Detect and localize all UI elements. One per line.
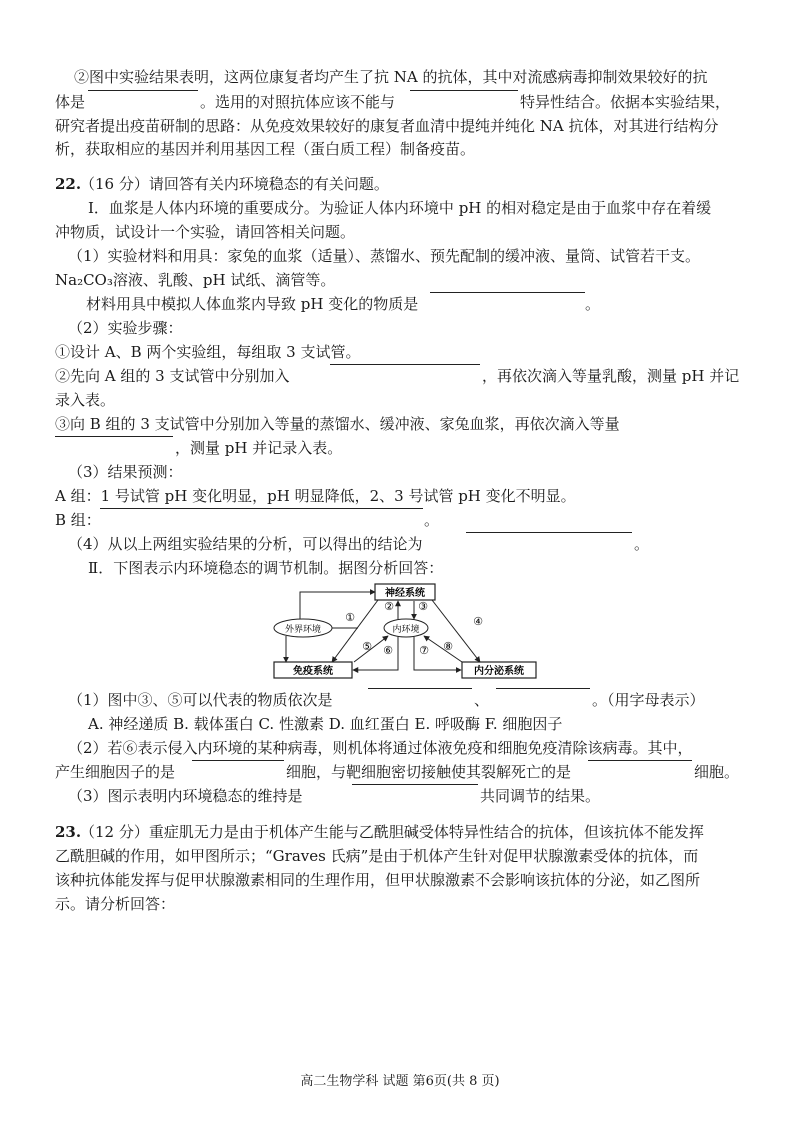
answer-blank[interactable] [330, 364, 480, 365]
q21-line-2: 体是 。选用的对照抗体应该不能与 特异性结合。依据本实验结果， [0, 90, 800, 114]
label-2: ② [384, 600, 394, 613]
immune-system-node [274, 662, 352, 678]
svg-text:免疫系统: 免疫系统 [293, 666, 333, 677]
label-6: ⑥ [383, 644, 393, 657]
steps-heading: （2）实验步骤： [68, 319, 183, 337]
answer-blank[interactable] [410, 90, 518, 91]
label-1: ① [345, 611, 355, 624]
endocrine-system-node [462, 662, 536, 678]
step-1: ①设计 A、B 两个实验组，每组取 3 支试管。 [55, 343, 361, 361]
result-a: A 组：1 号试管 pH 变化明显，pH 明显降低，2、3 号试管 pH 变化不明显。 [55, 487, 576, 505]
question-number: 22. [55, 175, 82, 193]
q23-line-2: 乙酰胆碱的作用，如甲图所示；“Graves 氏病”是由于机体产生针对促甲状腺激素受体的抗体，而 [55, 847, 699, 865]
answer-blank[interactable] [496, 688, 590, 689]
answer-blank[interactable] [100, 508, 423, 509]
step-3: ③向 B 组的 3 支试管中分别加入等量的蒸馏水、缓冲液、家兔血浆，再依次滴入等量 [55, 415, 620, 433]
q21-line-3: 研究者提出疫苗研制的思路：从免疫效果较好的康复者血清中提纯并纯化 NA 抗体，对其进行结构分 [55, 117, 719, 135]
diagram-question-1: （1）图中③、⑤可以代表的物质依次是 、 。（用字母表示） [0, 688, 800, 712]
answer-blank[interactable] [55, 436, 173, 437]
answer-blank[interactable] [352, 784, 478, 785]
homeostasis-regulation-diagram [270, 582, 540, 682]
svg-text:神经系统: 神经系统 [385, 588, 425, 599]
materials-question: 材料用具中模拟人体血浆内导致 pH 变化的物质是 。 [0, 292, 800, 316]
materials-line-1: （1）实验材料和用具：家兔的血浆（适量）、蒸馏水、预先配制的缓冲液、量筒、试管若干支。 [68, 247, 701, 265]
diagram-question-3: （3）图示表明内环境稳态的维持是 共同调节的结果。 [0, 784, 800, 808]
result-b: B 组： 。 [0, 508, 800, 532]
answer-blank[interactable] [430, 292, 585, 293]
q23-line-4: 示。请分析回答： [55, 895, 176, 913]
q22-heading: 22. （16 分）请回答有关内环境稳态的有关问题。 [0, 172, 800, 196]
svg-text:外界环境: 外界环境 [284, 625, 322, 635]
q23-line-1: 23. （12 分）重症肌无力是由于机体产生能与乙酰胆碱受体特异性结合的抗体，但该抗体不能发挥 [0, 820, 800, 844]
external-link-arrow [300, 592, 375, 619]
q22-part1-line-2: 冲物质，试设计一个实验，请回答相关问题。 [55, 223, 356, 241]
answer-options: A. 神经递质 B. 载体蛋白 C. 性激素 D. 血红蛋白 E. 呼吸酶 F. 细胞因子 [88, 715, 563, 733]
q23-line-3: 该种抗体能发挥与促甲状腺激素相同的生理作用，但甲状腺激素不会影响该抗体的分泌，如乙图所 [55, 871, 701, 889]
label-8: ⑧ [443, 640, 453, 653]
arrow-4 [432, 600, 480, 662]
label-4: ④ [473, 615, 483, 628]
internal-environment-node [384, 619, 428, 637]
q21-line-1: ②图中实验结果表明，这两位康复者均产生了抗 NA 的抗体，其中对流感病毒抑制效果较好的抗 [74, 68, 708, 86]
q22-part1-line-1: Ⅰ．血浆是人体内环境的重要成分。为验证人体内环境中 pH 的相对稳定是由于血浆中存在着缓 [88, 199, 712, 217]
label-5: ⑤ [362, 640, 372, 653]
step-3-cont: ，测量 pH 并记录入表。 [0, 436, 800, 460]
external-environment-node [274, 619, 332, 637]
label-7: ⑦ [419, 644, 429, 657]
diagram-question-2: （2）若⑥表示侵入内环境的某种病毒，则机体将通过体液免疫和细胞免疫清除该病毒。其中， [68, 739, 693, 757]
answer-blank[interactable] [88, 90, 198, 91]
svg-text:内分泌系统: 内分泌系统 [474, 666, 524, 677]
materials-line-2: Na₂CO₃溶液、乳酸、pH 试纸、滴管等。 [55, 271, 336, 289]
answer-blank[interactable] [588, 760, 692, 761]
q22-part2-intro: Ⅱ．下图表示内环境稳态的调节机制。据图分析回答： [88, 559, 444, 577]
label-3: ③ [418, 600, 428, 613]
svg-text:内环境: 内环境 [392, 625, 420, 635]
answer-blank[interactable] [192, 760, 284, 761]
step-2-cont: 录入表。 [55, 391, 116, 409]
answer-blank[interactable] [368, 688, 472, 689]
conclusion-question: （4）从以上两组实验结果的分析，可以得出的结论为 。 [0, 532, 800, 556]
question-number: 23. [55, 823, 82, 841]
diagram-question-2-cont: 产生细胞因子的是 细胞，与靶细胞密切接触使其裂解死亡的是 细胞。 [0, 760, 800, 784]
answer-blank[interactable] [466, 532, 632, 533]
results-heading: （3）结果预测： [68, 463, 183, 481]
nerve-system-node [375, 584, 435, 600]
q21-line-4: 析，获取相应的基因并利用基因工程（蛋白质工程）制备疫苗。 [55, 140, 476, 158]
page-footer: 高二生物学科 试题 第6页(共 8 页) [300, 1074, 500, 1089]
step-2: ②先向 A 组的 3 支试管中分别加入 ，再依次滴入等量乳酸，测量 pH 并记 [0, 364, 800, 388]
